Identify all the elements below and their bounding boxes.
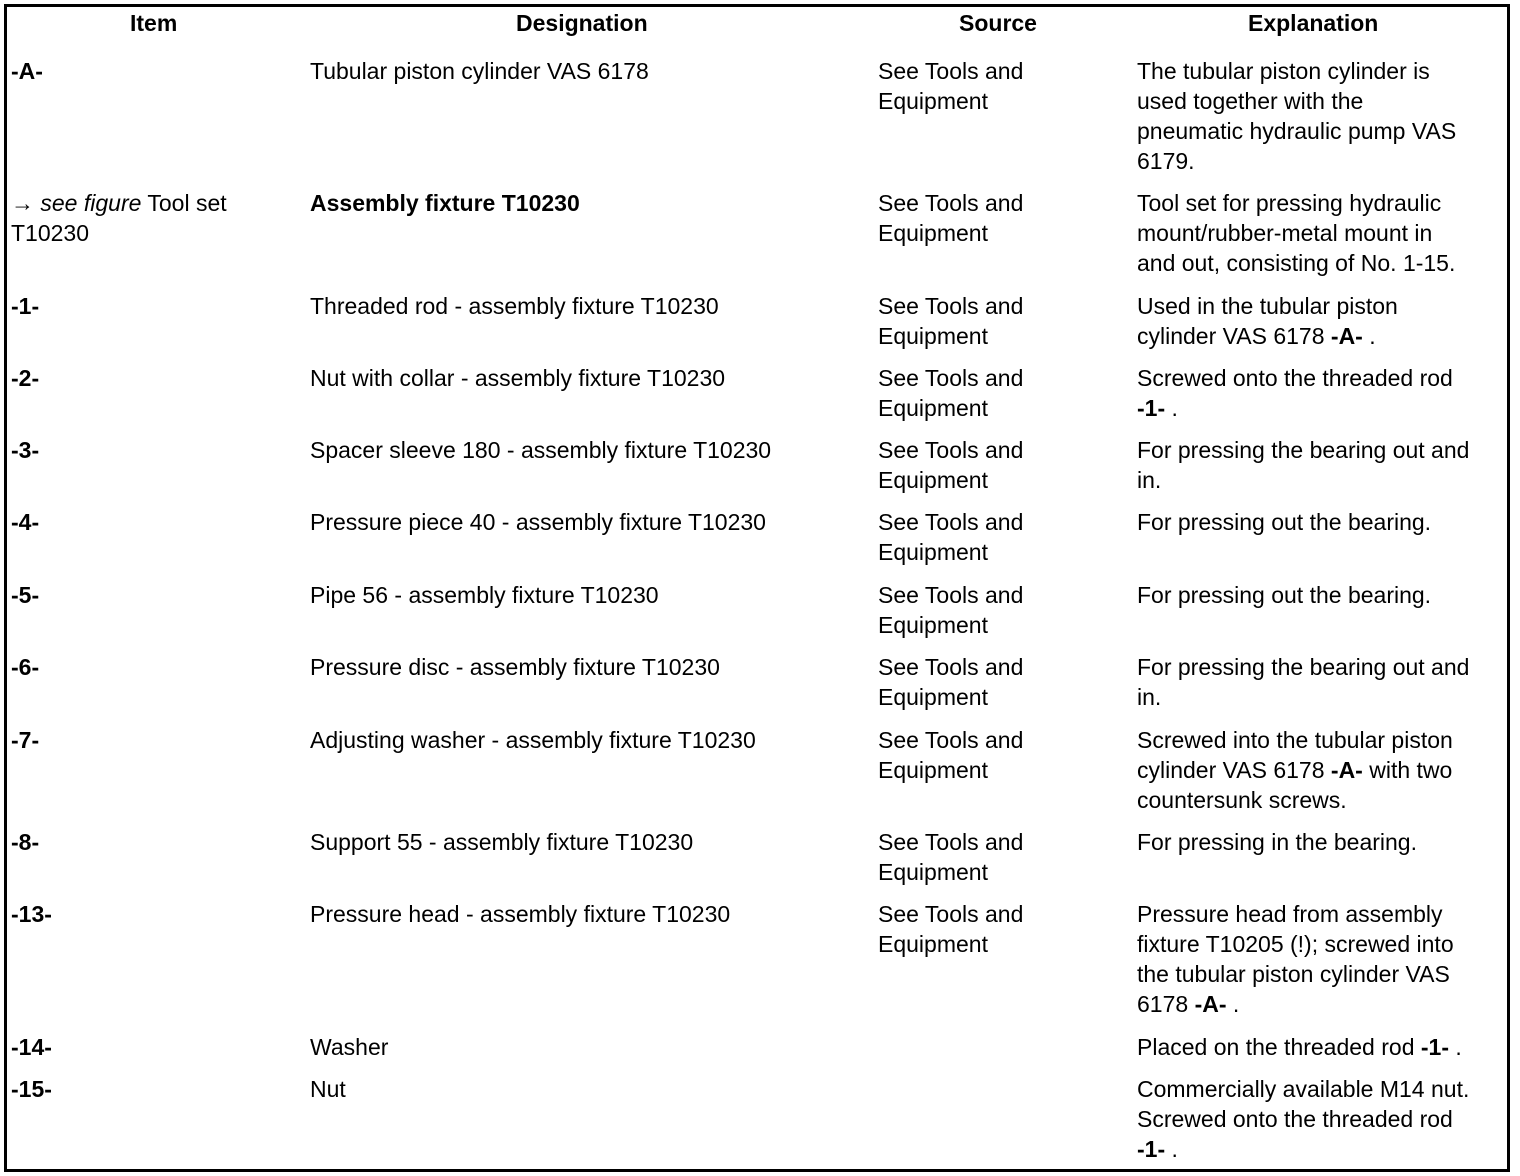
header-item: Item [130, 10, 178, 36]
header-designation: Designation [516, 10, 648, 36]
item-cell: -6- [11, 654, 40, 680]
header-source: Source [959, 10, 1037, 36]
source-cell: See Tools and Equipment [878, 829, 1024, 885]
source-cell: See Tools and Equipment [878, 509, 1024, 565]
header-explanation: Explanation [1248, 10, 1379, 36]
designation-cell: Adjusting washer - assembly fixture T10230 [310, 727, 756, 753]
source-cell: See Tools and Equipment [878, 727, 1024, 783]
explanation-cell: Screwed into the tubular piston cylinder VAS 6178 -A- with two countersunk screws. [1137, 727, 1453, 813]
source-cell: See Tools and Equipment [878, 58, 1024, 114]
source-cell: See Tools and Equipment [878, 293, 1024, 349]
designation-cell: Tubular piston cylinder VAS 6178 [310, 58, 649, 84]
explanation-cell: Commercially available M14 nut. Screwed onto the threaded rod -1- . [1137, 1076, 1470, 1162]
source-cell: See Tools and Equipment [878, 901, 1024, 957]
item-cell: -14- [11, 1034, 52, 1060]
arrow-right-icon: → [11, 190, 34, 216]
item-cell: -8- [11, 829, 40, 855]
explanation-cell: Placed on the threaded rod -1- . [1137, 1034, 1462, 1060]
designation-cell: Nut with collar - assembly fixture T10230 [310, 365, 726, 391]
item-cell: -2- [11, 365, 40, 391]
explanation-cell: For pressing the bearing out and in. [1137, 654, 1470, 710]
source-cell: See Tools and Equipment [878, 654, 1024, 710]
source-cell: See Tools and Equipment [878, 437, 1024, 493]
explanation-cell: Screwed onto the threaded rod -1- . [1137, 365, 1453, 421]
item-cell: -A- [11, 58, 43, 84]
source-cell: See Tools and Equipment [878, 582, 1024, 638]
item-cell: -13- [11, 901, 52, 927]
explanation-cell: For pressing out the bearing. [1137, 582, 1432, 608]
explanation-cell: The tubular piston cylinder is used together with the pneumatic hydraulic pump VAS 6179. [1137, 58, 1457, 174]
item-cell: -3- [11, 437, 40, 463]
explanation-cell: Pressure head from assembly fixture T10205 (!); screwed into the tubular piston cylinder VAS 6178 -A- . [1137, 901, 1454, 1017]
designation-cell: Pressure disc - assembly fixture T10230 [310, 654, 720, 680]
item-cell: -7- [11, 727, 40, 753]
designation-cell: Spacer sleeve 180 - assembly fixture T10230 [310, 437, 772, 463]
item-cell: -5- [11, 582, 40, 608]
designation-cell: Pressure piece 40 - assembly fixture T10230 [310, 509, 766, 535]
source-cell: See Tools and Equipment [878, 190, 1024, 246]
item-cell: -1- [11, 293, 40, 319]
designation-cell: Threaded rod - assembly fixture T10230 [310, 293, 719, 319]
designation-cell: Assembly fixture T10230 [310, 190, 580, 216]
designation-cell: Pressure head - assembly fixture T10230 [310, 901, 731, 927]
designation-cell: Washer [310, 1034, 389, 1060]
explanation-cell: For pressing in the bearing. [1137, 829, 1417, 855]
item-cell: -15- [11, 1076, 52, 1102]
source-cell: See Tools and Equipment [878, 365, 1024, 421]
designation-cell: Support 55 - assembly fixture T10230 [310, 829, 694, 855]
item-cell: -4- [11, 509, 40, 535]
designation-cell: Pipe 56 - assembly fixture T10230 [310, 582, 659, 608]
designation-cell: Nut [310, 1076, 346, 1102]
item-cell: → see figure Tool set T10230 [11, 190, 227, 246]
explanation-cell: Used in the tubular piston cylinder VAS 6178 -A- . [1137, 293, 1398, 349]
see-figure-link[interactable]: see figure [40, 190, 142, 216]
explanation-cell: Tool set for pressing hydraulic mount/rubber-metal mount in and out, consisting of No. 1-15. [1137, 190, 1456, 276]
explanation-cell: For pressing the bearing out and in. [1137, 437, 1470, 493]
explanation-cell: For pressing out the bearing. [1137, 509, 1432, 535]
